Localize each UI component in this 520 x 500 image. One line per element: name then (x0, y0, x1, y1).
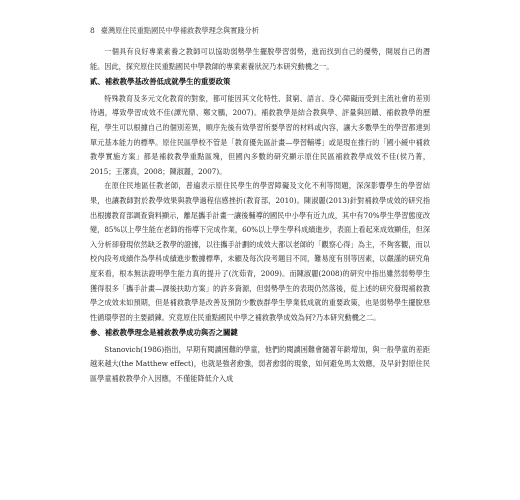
running-header (90, 26, 430, 36)
paper-page (90, 26, 430, 387)
section-heading-3: 參、補救教學理念是補救教學成功與否之關鍵 (90, 328, 238, 338)
paragraph-4: Stanovich(1986)指出，早期有閱讀困難的學童，他們的閱讀困難會隨著年齡增加，與一般學童的差距越來越大(the Matthew effect)，也就是強者愈強，弱者愈弱的現象，如何避免馬太效應，及早針對原住民區學童補救教學介入因應，不僅能降低介入成 (90, 344, 430, 384)
paragraph-2: 特殊教育及多元文化教育的對象，都可能因其文化特性、貧窮、語言、身心障礙而受到主流社會的差別待遇，導致學習成效不佳(譚光鼎、鄭文鵬，2007)。補救教學是結合教與學、評量與回饋、補救教學的歷程，學生可以根據自己的個別差異，順序先後有效學習所要學習的材料或內容，讓大多數學生的學習都達到單元基本能力的標準。原住民區學校不管是「教育優先區計畫—學習輔導」或是現在推行的「國小緩中補救教學實施方案」都是補救教學重點區塊，但國內多數的研究顯示原住民區補救教學成效不佳(侯乃菁，2015；王潔真，2008；陳淑麗，2007)。 (90, 93, 430, 176)
running-title: 臺灣原住民重點國民中學補救教學理念與實踐分析 (100, 26, 259, 35)
paragraph-1: 一個具有良好專業素養之教師可以協助弱勢學生擺脫學習弱勢，進而找到自己的優勢，開展自己的潛能。因此，探究原住民重點國民中學教師的專業素養狀況乃本研究動機之一。 (90, 47, 430, 71)
paragraph-3: 在原住民地區任教老師，普遍表示原住民學生的學習障礙及文化不利等問題，深深影響學生的學習結果，也讓教師對於教學效果與教學過程信感挫折(教育部，2010)。陳淑麗(2013)針對補救學成效的研究指出根據教育部調查資料顯示，離尾攜手計畫一讓後輔導的國民中小學有近九成，其中有70%學生學習態度改變，85%以上學生能在老師的指導下完成作業，60%以上學生學科成績進步，表面上看起來成效顯佳，但深入分析卻發現依然缺乏教學的證據，以往攜手計劃的成效大都以老師的「觀察心得」為主，不夠客觀，而以校內段考成績作為學科成績進步數據標準，未顧及每次段考題目不同，難易度有別等因素，以嚴謹的研究角度來看，根本無法證明學生能力真的提升了(沈茹青，2009)。而陳淑麗(2008)的研究中指出雖然弱勢學生獲得很多「攜手計畫—課後扶助方案」的許多資源，但弱勢學生的表現仍然落後，從上述的研究發現補救教學之成效未如預期，但是補救教學是改善及預防少數族群學生學業低成就的重要政策，也是弱勢學生擺脫惡性循環學習的主要鎖鍊。究竟原住民重點國民中學之補救教學成效為何?乃本研究動機之二。 (90, 181, 430, 322)
section-heading-2: 貳、補救教學基改善低成就學生的重要政策 (90, 77, 231, 87)
page-number: 8 (90, 26, 95, 35)
